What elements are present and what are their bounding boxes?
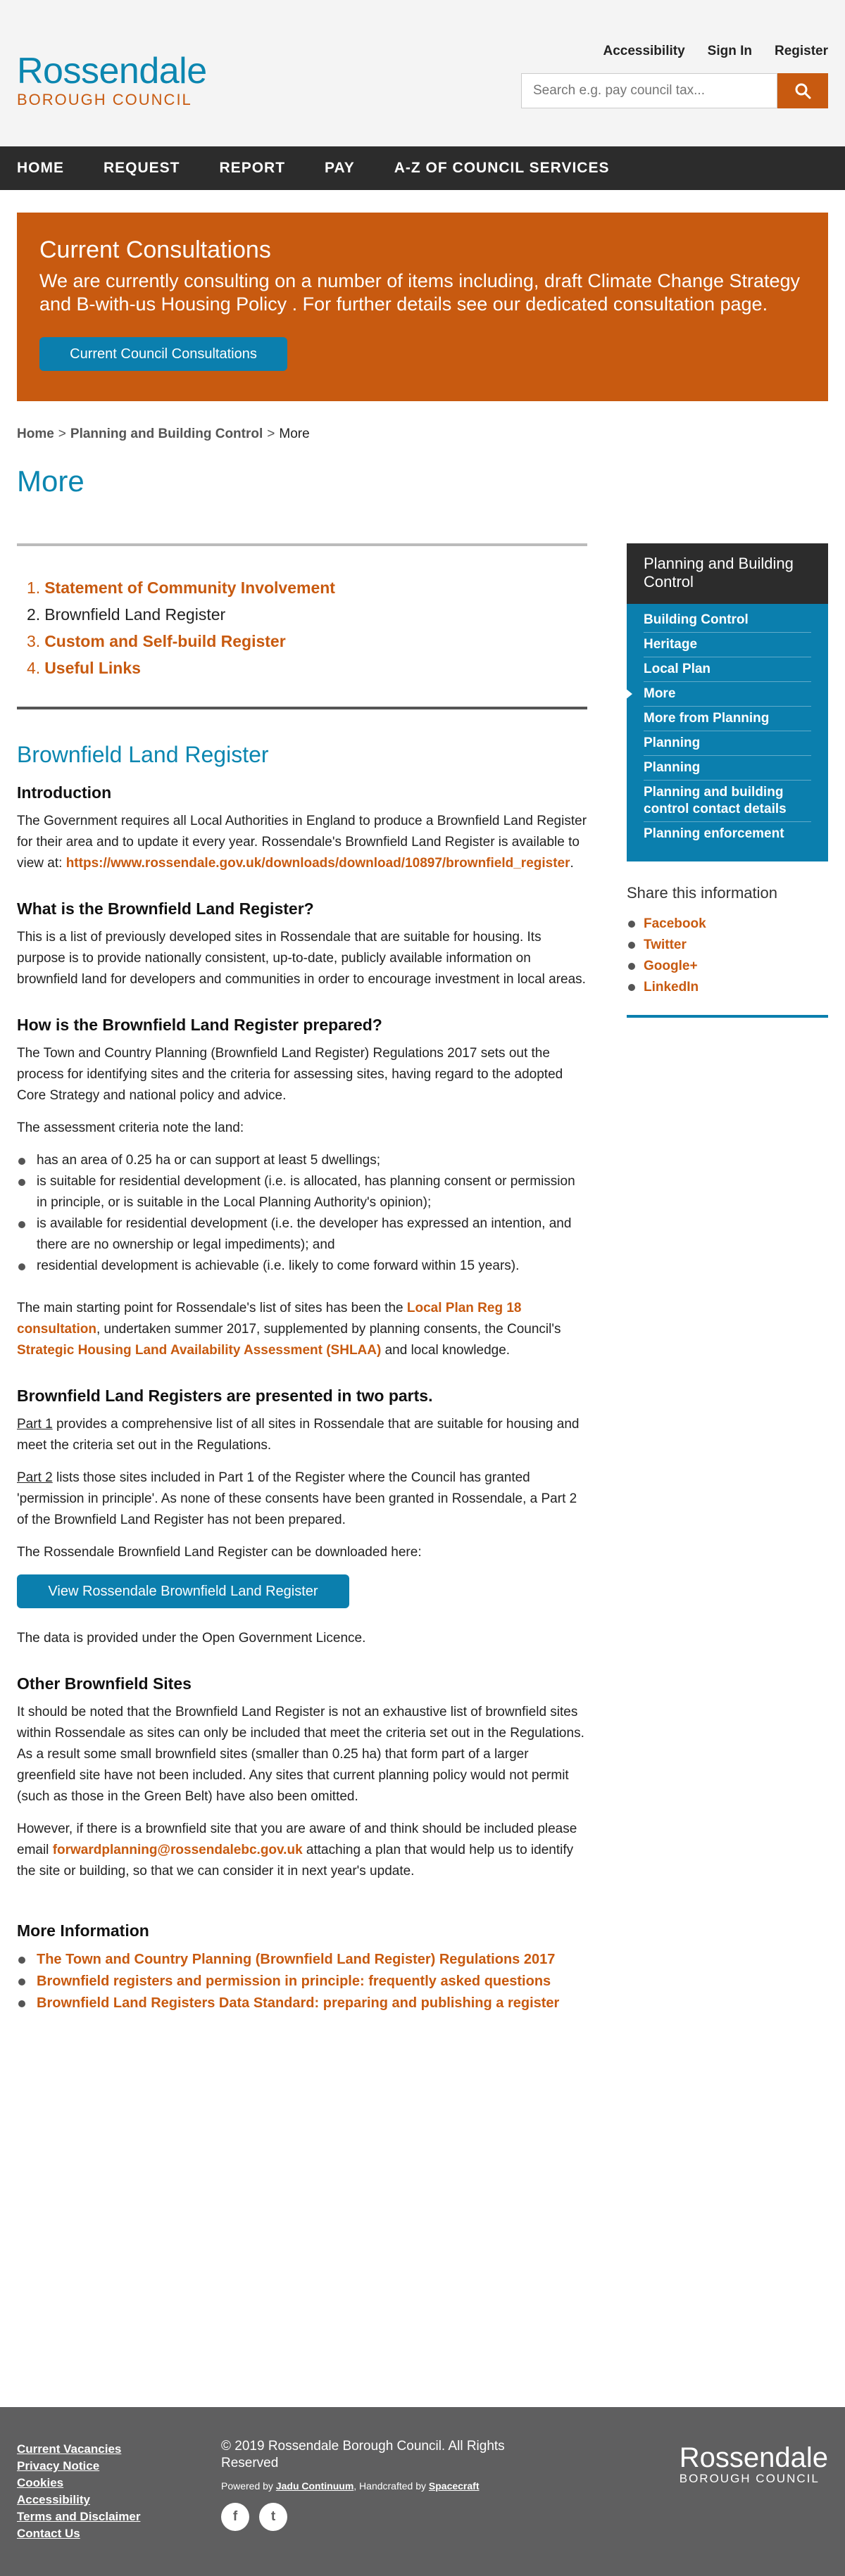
list-item: residential development is achievable (i.e. likely to come forward within 15 years). [17,1256,587,1277]
toc-link-community-involvement[interactable]: Statement of Community Involvement [44,579,335,597]
toc-link-useful-links[interactable]: Useful Links [44,659,141,677]
licence-text: The data is provided under the Open Government Licence. [17,1631,366,1646]
toc-current-brownfield: Brownfield Land Register [44,605,226,624]
sidebar-item-local-plan[interactable]: Local Plan [644,657,811,682]
part2-label: Part 2 [17,1470,53,1485]
copyright-text: © 2019 Rossendale Borough Council. All Rights Reserved [221,2439,505,2470]
consultation-banner [17,213,828,401]
list-item [627,914,828,935]
sidebar-item-more-from-planning[interactable]: More from Planning [644,707,811,731]
sidebar-item-contact-details[interactable]: Planning and building control contact details [644,781,811,822]
twitter-icon[interactable]: t [259,2503,287,2531]
toc-item [27,628,587,655]
footer-link-privacy[interactable]: Privacy Notice [17,2459,100,2473]
what-text: This is a list of previously developed sites in Rossendale that are suitable for housing. Its purpose is to provide nationally consistent, up-to-date, publicly available information on brownfield land for developers and communities in order to encourage investment in local areas. [17,930,586,987]
nav-request[interactable]: REQUEST [104,160,180,176]
search-icon [794,82,811,99]
text-span: , Handcrafted by [353,2480,429,2492]
sidebar-item-more[interactable]: More [644,682,811,707]
toc-item [27,655,587,681]
text-span: However, if there is a brownfield site that you are aware of and think should be included please email [17,1821,577,1857]
jadu-link[interactable]: Jadu Continuum [275,2480,354,2492]
breadcrumb-separator: > [58,427,66,441]
site-footer [0,2407,845,2576]
list-item [17,1993,587,2014]
criteria-list [17,1150,587,1277]
site-header [0,0,845,146]
share-linkedin-link[interactable]: LinkedIn [644,980,699,995]
sidebar-item-building-control[interactable]: Building Control [644,608,811,633]
what-heading: What is the Brownfield Land Register? [17,899,314,918]
logo-main-text: Rossendale [17,51,207,91]
nav-a-z-services[interactable]: A-Z OF COUNCIL SERVICES [394,160,610,176]
toc-number: 2. [27,605,41,624]
intro-body: The Government requires all Local Authorities in England to produce a Brownfield Land Register for their area and to update it every year. Rossendale's Brownfield Land Register is available to view at: [17,814,587,871]
intro-period: . [570,856,574,871]
text-span: The main starting point for Rossendale's list of sites has been the [17,1301,407,1315]
breadcrumb-current: More [279,427,310,441]
text-span: provides a comprehensive list of all sites in Rossendale that are suitable for housing and meet the criteria set out in the Regulations. [17,1417,580,1453]
section-title: Brownfield Land Register [17,742,269,767]
intro-text [17,811,587,874]
breadcrumb-home[interactable]: Home [17,427,54,441]
more-info-heading: More Information [17,1921,149,1940]
other-text-1: It should be noted that the Brownfield Land Register is not an exhaustive list of brownfield sites within Rossendale as sites can only be included that meet the criteria set out in the Regulations. As a result some small brownfield sites (smaller than 0.25 ha) that form part of a larger greenfield site have not been included. Any sites that current planning policy would not permit (such as those in the Green Belt) have also been omitted. [17,1705,584,1804]
site-logo[interactable] [17,52,207,108]
text-span: lists those sites included in Part 1 of the Register where the Council has granted 'permission in principle'. As none of these consents have been granted in Rossendale, a Part 2 of the Brownfield Land Register has not been prepared. [17,1470,577,1527]
toc-number: 4. [27,659,41,677]
nav-report[interactable]: REPORT [219,160,286,176]
page-title: More [17,465,84,498]
spacecraft-link[interactable]: Spacecraft [428,2480,480,2492]
regulations-2017-link[interactable]: The Town and Country Planning (Brownfield Land Register) Regulations 2017 [37,1952,556,1967]
accessibility-link[interactable]: Accessibility [603,44,685,58]
table-of-contents [17,543,587,709]
banner-title: Current Consultations [39,236,271,263]
sidebar-item-enforcement[interactable]: Planning enforcement [644,826,784,841]
sidebar-item-planning[interactable]: Planning [644,731,811,756]
footer-links [17,2441,140,2542]
part1-label: Part 1 [17,1417,53,1432]
divider [627,1015,828,1018]
share-section [627,884,828,1018]
sidebar [627,543,828,1018]
share-google-plus-link[interactable]: Google+ [644,959,698,973]
main-nav [0,146,845,190]
main-content [17,543,587,2035]
how-heading: How is the Brownfield Land Register prepared? [17,1016,382,1034]
other-heading: Other Brownfield Sites [17,1674,192,1693]
more-information [17,1921,587,2014]
social-links [221,2503,287,2531]
footer-logo-sub: BOROUGH COUNCIL [679,2472,820,2485]
footer-logo-main: Rossendale [679,2442,828,2473]
how-text-3 [17,1298,587,1361]
footer-link-contact[interactable]: Contact Us [17,2527,80,2540]
breadcrumb [17,427,310,442]
text-span: Powered by [221,2480,276,2492]
breadcrumb-planning[interactable]: Planning and Building Control [70,427,263,441]
list-item [17,1949,587,1971]
powered-by-text [221,2480,479,2492]
search-form [521,73,828,108]
breadcrumb-separator: > [267,427,275,441]
list-item [627,956,828,977]
sidebar-item-planning-2[interactable]: Planning [644,756,811,781]
footer-link-cookies[interactable]: Cookies [17,2476,64,2489]
list-item [627,935,828,956]
list-item [627,977,828,998]
facebook-icon[interactable]: f [221,2503,249,2531]
intro-heading: Introduction [17,783,112,802]
nav-pay[interactable]: PAY [325,160,355,176]
text-span: and local knowledge. [381,1343,511,1358]
other-text-2 [17,1819,587,1882]
list-item: has an area of 0.25 ha or can support at least 5 dwellings; [17,1150,587,1171]
parts-heading: Brownfield Land Registers are presented in two parts. [17,1387,433,1405]
share-twitter-link[interactable]: Twitter [644,937,687,952]
search-button[interactable] [777,73,828,108]
sidebar-heading: Planning and Building Control [627,543,828,604]
share-heading: Share this information [627,884,777,902]
footer-link-terms[interactable]: Terms and Disclaimer [17,2510,141,2523]
share-list [627,914,828,998]
register-link[interactable]: Register [774,44,828,58]
toc-item [27,601,587,628]
more-info-list [17,1949,587,2014]
sidebar-nav [627,604,828,861]
part2-text [17,1467,587,1531]
footer-logo[interactable] [680,2444,828,2486]
banner-text: We are currently consulting on a number of items including, draft Climate Change Strategy and B-with-us Housing Policy . For further details see our dedicated consultation page. [39,270,801,315]
how-text-1: The Town and Country Planning (Brownfield Land Register) Regulations 2017 sets out the process for identifying sites and the criteria for assessing sites, having regard to the adopted Core Strategy and national policy and advice. [17,1046,563,1103]
utility-nav [603,44,828,59]
footer-link-vacancies[interactable]: Current Vacancies [17,2442,122,2456]
email-link[interactable]: forwardplanning@rossendalebc.gov.uk [52,1843,303,1857]
sign-in-link[interactable]: Sign In [707,44,752,58]
shlaa-link[interactable]: Strategic Housing Land Availability Assessment (SHLAA) [17,1343,382,1358]
sidebar-item-heritage[interactable]: Heritage [644,633,811,657]
local-plan-reg18-link[interactable]: Local Plan Reg 18 consultation [17,1301,522,1337]
data-standard-link[interactable]: Brownfield Land Registers Data Standard: preparing and publishing a register [37,1995,560,2011]
share-facebook-link[interactable]: Facebook [644,916,706,931]
search-input[interactable] [521,73,777,108]
download-text: The Rossendale Brownfield Land Register can be downloaded here: [17,1545,422,1560]
toc-number: 3. [27,632,41,650]
text-span: , undertaken summer 2017, supplemented by planning consents, the Council's [96,1322,561,1337]
brownfield-register-url-link[interactable]: https://www.rossendale.gov.uk/downloads/download/10897/brownfield_register [65,856,570,871]
view-register-button[interactable]: View Rossendale Brownfield Land Register [17,1574,349,1608]
toc-number: 1. [27,579,41,597]
nav-home[interactable]: HOME [17,160,64,176]
logo-sub-text: BOROUGH COUNCIL [17,91,192,108]
how-text-2: The assessment criteria note the land: [17,1120,244,1135]
list-item: is available for residential development (i.e. the developer has expressed an intention, and there are no ownership or legal impediments); and [17,1213,587,1256]
toc-link-self-build[interactable]: Custom and Self-build Register [44,632,286,650]
part1-text [17,1414,587,1456]
text-span: attaching a plan that would help us to identify the site or building, so that we can consider it in next year's update. [17,1843,574,1879]
footer-link-accessibility[interactable]: Accessibility [17,2493,90,2506]
consultations-button[interactable]: Current Council Consultations [39,337,287,371]
toc-item [27,574,587,601]
list-item [17,1971,587,1993]
faq-link[interactable]: Brownfield registers and permission in principle: frequently asked questions [37,1974,551,1989]
list-item: is suitable for residential development (i.e. is allocated, has planning consent or permission in principle, or is suitable in the Local Planning Authority's opinion); [17,1171,587,1213]
